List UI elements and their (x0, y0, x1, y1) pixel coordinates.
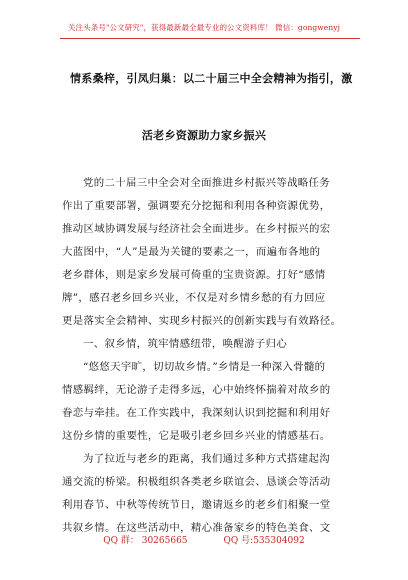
qq-group-number: QQ 群： 30265665 (103, 536, 188, 546)
body-line: 为了拉近与老乡的距离，我们通过多种方式搭建起沟 (83, 453, 331, 465)
body-line: 党的二十届三中全会对全面推进乡村振兴等战略任务 (83, 177, 331, 189)
page-header-notice: 关注头条号"公文研究"，获得最新最全最专业的公文资料库！ 微信：gongwenyj (67, 23, 341, 32)
body-line: 通交流的桥梁。积极组织各类老乡联谊会、恳谈会等活动 (62, 476, 331, 488)
section-heading: 一、叙乡情，筑牢情感纽带，唤醒游子归心 (83, 338, 288, 350)
body-line: “悠悠天宇旷，切切故乡情。”乡情是一种深入骨髓的 (83, 361, 326, 373)
body-line: 牌”，感召老乡回乡兴业，不仅是对乡情乡愁的有力回应 (62, 292, 326, 304)
document-title-line-2: 活老乡资源助力家乡振兴 (141, 129, 267, 142)
qq-account-number: QQ 号:535304092 (223, 536, 305, 546)
body-line: 推动区域协调发展与经济社会全面进步。在乡村振兴的宏 (62, 223, 331, 235)
body-line: 更是落实全会精神、实现乡村振兴的创新实践与有效路径。 (62, 315, 342, 327)
page-footer (0, 533, 408, 546)
body-line: 利用春节、中秋等传统节日，邀请返乡的老乡们相聚一堂 (62, 499, 331, 511)
body-line: 作出了重要部署，强调要充分挖掘和利用各种资源优势， (62, 200, 331, 212)
document-title-line-1: 情系桑梓，引凤归巢：以二十届三中全会精神为指引，激 (70, 72, 353, 85)
body-line: 共叙乡情。在这些活动中，精心准备家乡的特色美食、文 (62, 522, 331, 534)
body-line: 这份乡情的重要性，它是吸引老乡回乡兴业的情感基石。 (62, 430, 331, 442)
body-line: 老乡群体，则是家乡发展可倚重的宝贵资源。打好“感情 (62, 269, 326, 281)
header-divider (60, 38, 360, 39)
body-line: 情感羁绊，无论游子走得多远，心中始终怀揣着对故乡的 (62, 384, 331, 396)
body-line: 大蓝图中，“人”是最为关键的要素之一，而遍布各地的 (62, 246, 321, 258)
body-line: 眷恋与牵挂。在工作实践中，我深刻认识到挖掘和利用好 (62, 407, 331, 419)
